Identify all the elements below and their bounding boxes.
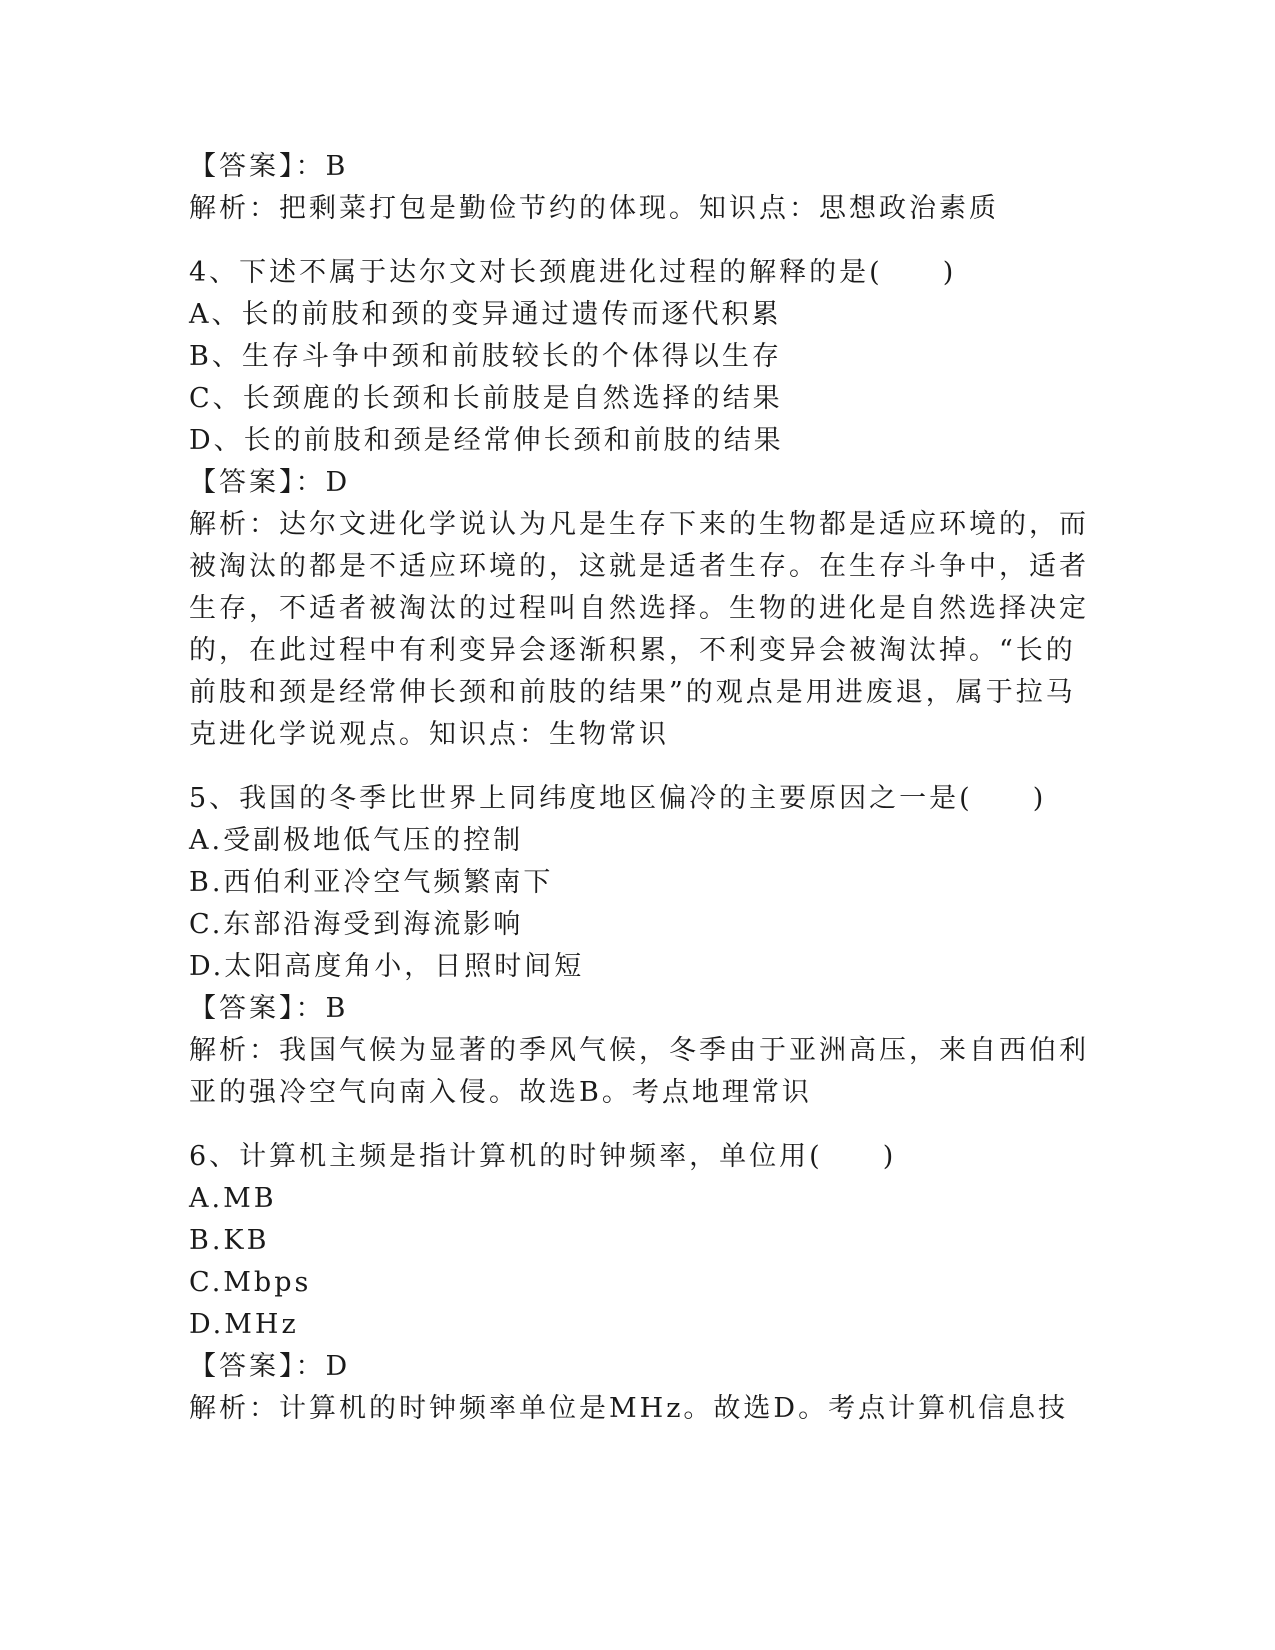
analysis-text: 解析：计算机的时钟频率单位是MHz。故选D。考点计算机信息技 bbox=[189, 1393, 1069, 1424]
option-b: B.KB bbox=[189, 1225, 270, 1256]
option-d: D.MHz bbox=[189, 1309, 299, 1340]
answer-label: 【答案】：B bbox=[189, 151, 349, 182]
answer-label: 【答案】：B bbox=[189, 993, 349, 1024]
option-d: D.太阳高度角小，日照时间短 bbox=[189, 951, 585, 982]
document-page bbox=[189, 146, 1089, 1430]
question-stem: 4、下述不属于达尔文对长颈鹿进化过程的解释的是( ) bbox=[189, 257, 957, 288]
option-a: A.MB bbox=[189, 1183, 277, 1214]
analysis-line: 解析：达尔文进化学说认为凡是生存下来的生物都是适应环境的，而 bbox=[189, 509, 1089, 540]
analysis-line: 解析：我国气候为显著的季风气候，冬季由于亚洲高压，来自西伯利 bbox=[189, 1035, 1089, 1066]
option-a: A.受副极地低气压的控制 bbox=[189, 825, 524, 856]
answer-label: 【答案】：D bbox=[189, 467, 351, 498]
analysis-line: 前肢和颈是经常伸长颈和前肢的结果”的观点是用进废退，属于拉马 bbox=[189, 677, 1076, 708]
analysis-text: 解析：把剩菜打包是勤俭节约的体现。知识点：思想政治素质 bbox=[189, 193, 999, 224]
analysis-line: 的，在此过程中有利变异会逐渐积累，不利变异会被淘汰掉。“长的 bbox=[189, 635, 1076, 666]
analysis-line: 生存，不适者被淘汰的过程叫自然选择。生物的进化是自然选择决定 bbox=[189, 593, 1089, 624]
analysis-line: 克进化学说观点。知识点：生物常识 bbox=[189, 719, 669, 750]
option-c: C.东部沿海受到海流影响 bbox=[189, 909, 524, 940]
option-a: A、长的前肢和颈的变异通过遗传而逐代积累 bbox=[189, 299, 782, 330]
option-c: C.Mbps bbox=[189, 1267, 312, 1298]
option-d: D、长的前肢和颈是经常伸长颈和前肢的结果 bbox=[189, 425, 784, 456]
answer-label: 【答案】：D bbox=[189, 1351, 351, 1382]
spacer bbox=[189, 230, 1069, 252]
question-stem: 5、我国的冬季比世界上同纬度地区偏冷的主要原因之一是( ) bbox=[189, 783, 1047, 814]
analysis-line: 被淘汰的都是不适应环境的，这就是适者生存。在生存斗争中，适者 bbox=[189, 551, 1089, 582]
question-stem: 6、计算机主频是指计算机的时钟频率，单位用( ) bbox=[189, 1141, 897, 1172]
option-b: B.西伯利亚冷空气频繁南下 bbox=[189, 867, 554, 898]
spacer bbox=[189, 1114, 1069, 1136]
spacer bbox=[189, 756, 1069, 778]
analysis-line: 亚的强冷空气向南入侵。故选B。考点地理常识 bbox=[189, 1077, 812, 1108]
option-c: C、长颈鹿的长颈和长前肢是自然选择的结果 bbox=[189, 383, 783, 414]
option-b: B、生存斗争中颈和前肢较长的个体得以生存 bbox=[189, 341, 782, 372]
